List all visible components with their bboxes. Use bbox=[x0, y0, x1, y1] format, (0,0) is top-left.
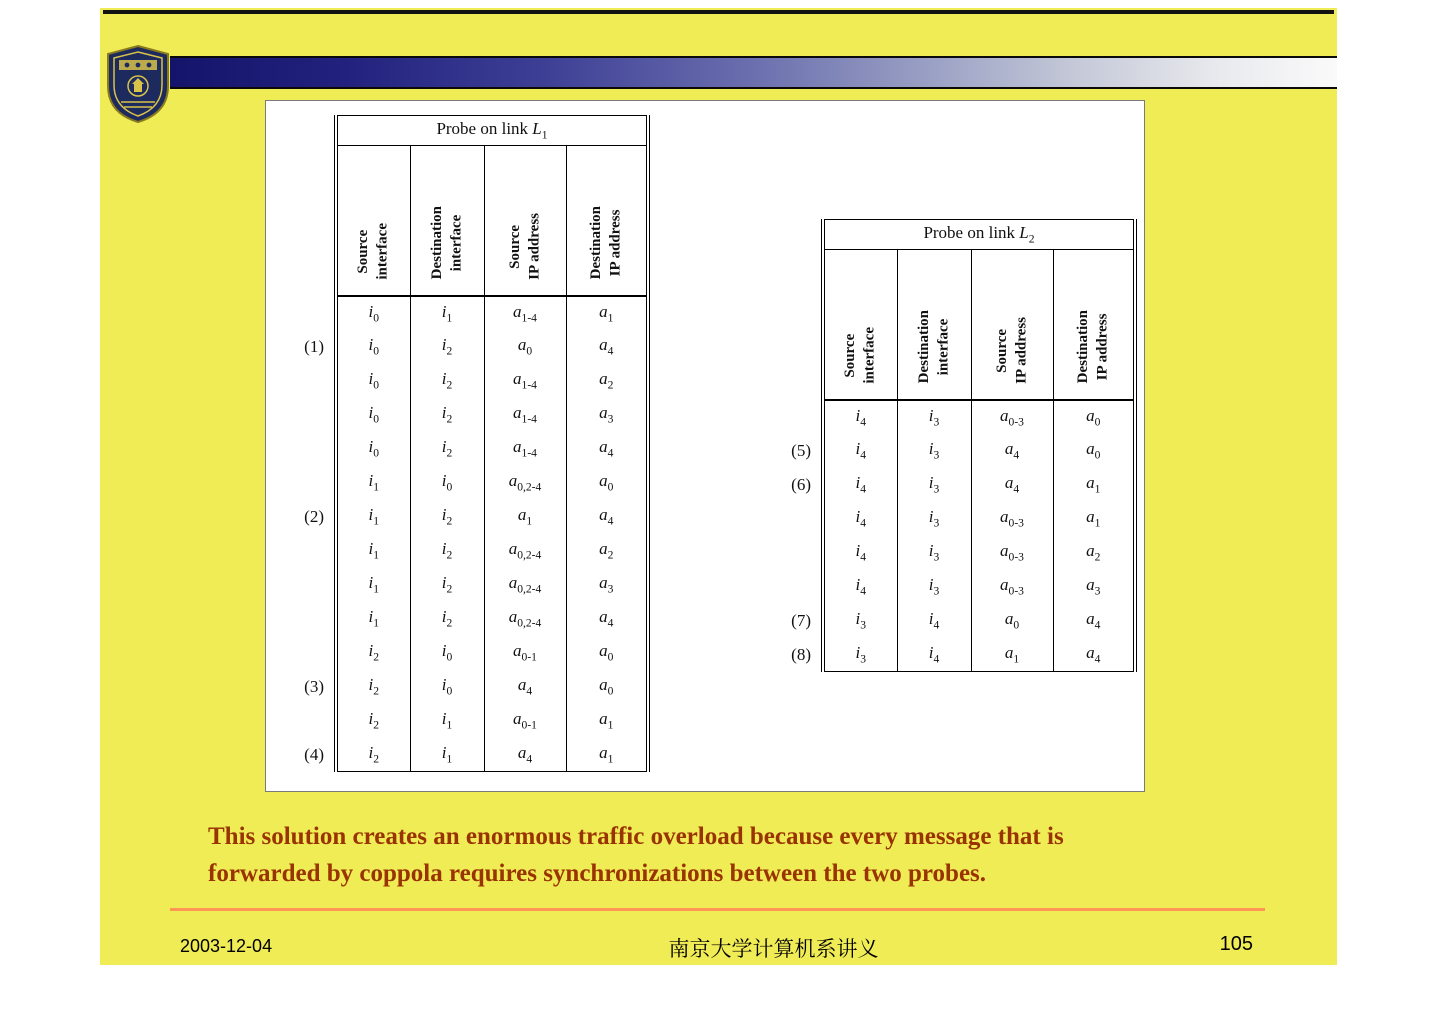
table-cell: $a_0$ bbox=[566, 636, 648, 670]
table-cell: $i_0$ bbox=[336, 296, 410, 330]
table-cell: $a_1$ bbox=[971, 638, 1053, 672]
table-cell: $i_3$ bbox=[897, 468, 971, 502]
table-cell: $a_{1-4}$ bbox=[484, 398, 566, 432]
table-cell: $i_1$ bbox=[336, 466, 410, 500]
row-group-label bbox=[284, 636, 336, 670]
table-cell: $i_2$ bbox=[336, 670, 410, 704]
table-row bbox=[284, 398, 648, 432]
table-row bbox=[284, 670, 648, 704]
table-cell: $i_4$ bbox=[823, 536, 897, 570]
rotated-header-text: Destination interface bbox=[428, 206, 464, 280]
row-group-label: (2) bbox=[304, 506, 324, 526]
table-cell: $i_1$ bbox=[410, 296, 484, 330]
table-header-row bbox=[284, 146, 648, 296]
table-cell: $i_3$ bbox=[897, 536, 971, 570]
page-number: 105 bbox=[1219, 933, 1253, 955]
table-cell: $a_0$ bbox=[484, 330, 566, 364]
row-group-label bbox=[284, 466, 336, 500]
table-row bbox=[771, 638, 1135, 672]
row-group-label bbox=[284, 534, 336, 568]
table-row bbox=[284, 568, 648, 602]
column-header bbox=[336, 146, 410, 296]
table-title: Probe on link $L_2$ bbox=[823, 220, 1135, 250]
column-header bbox=[566, 146, 648, 296]
column-header bbox=[823, 250, 897, 400]
caption-line-1: This solution creates an enormous traffic overload because every message that is bbox=[208, 823, 1064, 850]
rotated-header-text: Source IP address bbox=[993, 316, 1029, 384]
table-cell: $a_0$ bbox=[566, 670, 648, 704]
table-header-row bbox=[771, 250, 1135, 400]
table-cell: $i_1$ bbox=[336, 500, 410, 534]
table-cell: $a_{0-1}$ bbox=[484, 704, 566, 738]
row-group-label: (4) bbox=[304, 744, 324, 764]
table-cell: $a_{0-3}$ bbox=[971, 400, 1053, 434]
table-row bbox=[284, 602, 648, 636]
table-cell: $a_{1-4}$ bbox=[484, 296, 566, 330]
row-group-label bbox=[284, 602, 336, 636]
table-row bbox=[284, 500, 648, 534]
label-gutter bbox=[284, 146, 336, 296]
column-header bbox=[484, 146, 566, 296]
table-row bbox=[771, 502, 1135, 536]
row-group-label: (1) bbox=[304, 336, 324, 356]
table-cell: $i_1$ bbox=[336, 534, 410, 568]
table-cell: $a_1$ bbox=[1053, 502, 1135, 536]
table-row bbox=[771, 468, 1135, 502]
table-row bbox=[771, 434, 1135, 468]
row-group-label: (3) bbox=[304, 676, 324, 696]
probe-table bbox=[284, 115, 650, 772]
table-row bbox=[284, 704, 648, 738]
table-row bbox=[284, 738, 648, 772]
table-cell: $a_4$ bbox=[566, 500, 648, 534]
table-row bbox=[284, 296, 648, 330]
row-group-label bbox=[284, 704, 336, 738]
table-row bbox=[771, 604, 1135, 638]
row-group-label: (6) bbox=[791, 474, 811, 494]
rotated-header-text: Source IP address bbox=[506, 212, 542, 280]
table-cell: $i_3$ bbox=[823, 604, 897, 638]
row-group-label bbox=[771, 502, 823, 536]
table-cell: $i_4$ bbox=[823, 502, 897, 536]
table-cell: $i_3$ bbox=[897, 502, 971, 536]
probe-table-L2 bbox=[771, 219, 1137, 672]
table-cell: $i_0$ bbox=[336, 330, 410, 364]
rotated-header-text: Destination IP address bbox=[587, 206, 624, 280]
table-cell: $i_4$ bbox=[823, 570, 897, 604]
row-group-label bbox=[284, 568, 336, 602]
table-cell: $a_4$ bbox=[566, 602, 648, 636]
table-title: Probe on link $L_1$ bbox=[336, 116, 648, 146]
table-cell: $i_3$ bbox=[897, 570, 971, 604]
label-gutter bbox=[771, 220, 823, 250]
row-group-label bbox=[771, 570, 823, 604]
table-cell: $a_{0-3}$ bbox=[971, 502, 1053, 536]
table-cell: $a_4$ bbox=[484, 670, 566, 704]
table-cell: $i_4$ bbox=[823, 400, 897, 434]
table-cell: $i_2$ bbox=[410, 534, 484, 568]
table-row bbox=[771, 570, 1135, 604]
table-cell: $i_2$ bbox=[410, 602, 484, 636]
label-gutter bbox=[284, 116, 336, 146]
table-cell: $i_2$ bbox=[336, 704, 410, 738]
row-group-label bbox=[771, 536, 823, 570]
table-cell: $i_0$ bbox=[336, 432, 410, 466]
university-seal-icon bbox=[105, 44, 171, 124]
label-gutter bbox=[771, 250, 823, 400]
row-group-label bbox=[771, 400, 823, 434]
table-cell: $a_2$ bbox=[566, 534, 648, 568]
table-cell: $a_1$ bbox=[566, 738, 648, 772]
table-cell: $a_{1-4}$ bbox=[484, 432, 566, 466]
table-cell: $i_4$ bbox=[897, 638, 971, 672]
table-cell: $a_3$ bbox=[1053, 570, 1135, 604]
table-cell: $i_2$ bbox=[410, 568, 484, 602]
table-cell: $a_0$ bbox=[566, 466, 648, 500]
table-row bbox=[284, 364, 648, 398]
row-group-label: (7) bbox=[791, 610, 811, 630]
table-cell: $i_0$ bbox=[410, 466, 484, 500]
table-cell: $a_1$ bbox=[1053, 468, 1135, 502]
table-cell: $i_2$ bbox=[410, 330, 484, 364]
table-cell: $a_{0,2-4}$ bbox=[484, 466, 566, 500]
row-group-label bbox=[284, 296, 336, 330]
row-group-label bbox=[284, 432, 336, 466]
footer-date: 2003-12-04 bbox=[180, 936, 273, 956]
table-cell: $a_{1-4}$ bbox=[484, 364, 566, 398]
table-cell: $i_4$ bbox=[823, 434, 897, 468]
table-cell: $i_2$ bbox=[410, 398, 484, 432]
table-cell: $a_3$ bbox=[566, 568, 648, 602]
table-title-row bbox=[771, 220, 1135, 250]
table-cell: $i_3$ bbox=[897, 400, 971, 434]
table-cell: $a_1$ bbox=[566, 704, 648, 738]
footer-center-text: 南京大学计算机系讲义 bbox=[668, 937, 879, 961]
table-cell: $a_{0,2-4}$ bbox=[484, 534, 566, 568]
table-cell: $a_0$ bbox=[1053, 400, 1135, 434]
table-title-row bbox=[284, 116, 648, 146]
rotated-header-text: Destination IP address bbox=[1074, 310, 1111, 384]
table-cell: $a_0$ bbox=[971, 604, 1053, 638]
table-row bbox=[284, 466, 648, 500]
table-row bbox=[771, 400, 1135, 434]
table-cell: $a_3$ bbox=[566, 398, 648, 432]
probe-table-L1 bbox=[284, 115, 650, 772]
slide bbox=[100, 8, 1337, 965]
table-cell: $a_{0,2-4}$ bbox=[484, 568, 566, 602]
rotated-header-text: Destination interface bbox=[915, 310, 951, 384]
caption bbox=[208, 818, 1298, 892]
table-cell: $a_0$ bbox=[1053, 434, 1135, 468]
table-cell: $i_2$ bbox=[336, 636, 410, 670]
footer-separator-line bbox=[170, 908, 1265, 911]
table-cell: $i_1$ bbox=[336, 602, 410, 636]
table-cell: $a_2$ bbox=[566, 364, 648, 398]
table-cell: $a_{0-3}$ bbox=[971, 570, 1053, 604]
table-cell: $i_2$ bbox=[410, 364, 484, 398]
table-cell: $i_3$ bbox=[897, 434, 971, 468]
table-cell: $a_{0-1}$ bbox=[484, 636, 566, 670]
table-cell: $i_2$ bbox=[410, 500, 484, 534]
table-cell: $a_{0-3}$ bbox=[971, 536, 1053, 570]
table-row bbox=[284, 432, 648, 466]
table-cell: $i_2$ bbox=[336, 738, 410, 772]
table-cell: $i_1$ bbox=[336, 568, 410, 602]
caption-line-2: forwarded by coppola requires synchronizations between the two probes. bbox=[208, 860, 987, 887]
table-cell: $i_3$ bbox=[823, 638, 897, 672]
table-row bbox=[284, 330, 648, 364]
table-cell: $a_4$ bbox=[1053, 604, 1135, 638]
table-cell: $i_1$ bbox=[410, 704, 484, 738]
table-figure bbox=[265, 100, 1145, 792]
table-cell: $i_2$ bbox=[410, 432, 484, 466]
table-cell: $a_1$ bbox=[566, 296, 648, 330]
table-cell: $a_4$ bbox=[971, 468, 1053, 502]
table-cell: $a_4$ bbox=[971, 434, 1053, 468]
row-group-label: (8) bbox=[791, 644, 811, 664]
probe-table bbox=[771, 219, 1137, 672]
column-header bbox=[971, 250, 1053, 400]
table-cell: $a_4$ bbox=[1053, 638, 1135, 672]
title-gradient-bar bbox=[170, 56, 1337, 89]
row-group-label bbox=[284, 398, 336, 432]
table-cell: $i_0$ bbox=[336, 398, 410, 432]
table-row bbox=[771, 536, 1135, 570]
rotated-header-text: Source interface bbox=[842, 326, 878, 384]
table-cell: $a_4$ bbox=[484, 738, 566, 772]
table-cell: $i_0$ bbox=[336, 364, 410, 398]
column-header bbox=[897, 250, 971, 400]
row-group-label: (5) bbox=[791, 440, 811, 460]
table-cell: $i_4$ bbox=[897, 604, 971, 638]
column-header bbox=[410, 146, 484, 296]
row-group-label bbox=[284, 364, 336, 398]
table-cell: $i_0$ bbox=[410, 670, 484, 704]
table-cell: $a_{0,2-4}$ bbox=[484, 602, 566, 636]
table-row bbox=[284, 534, 648, 568]
table-cell: $a_2$ bbox=[1053, 536, 1135, 570]
table-cell: $i_0$ bbox=[410, 636, 484, 670]
table-cell: $a_1$ bbox=[484, 500, 566, 534]
table-row bbox=[284, 636, 648, 670]
column-header bbox=[1053, 250, 1135, 400]
table-cell: $a_4$ bbox=[566, 432, 648, 466]
table-cell: $a_4$ bbox=[566, 330, 648, 364]
table-cell: $i_4$ bbox=[823, 468, 897, 502]
table-cell: $i_1$ bbox=[410, 738, 484, 772]
top-rule bbox=[103, 10, 1334, 14]
rotated-header-text: Source interface bbox=[355, 222, 391, 280]
